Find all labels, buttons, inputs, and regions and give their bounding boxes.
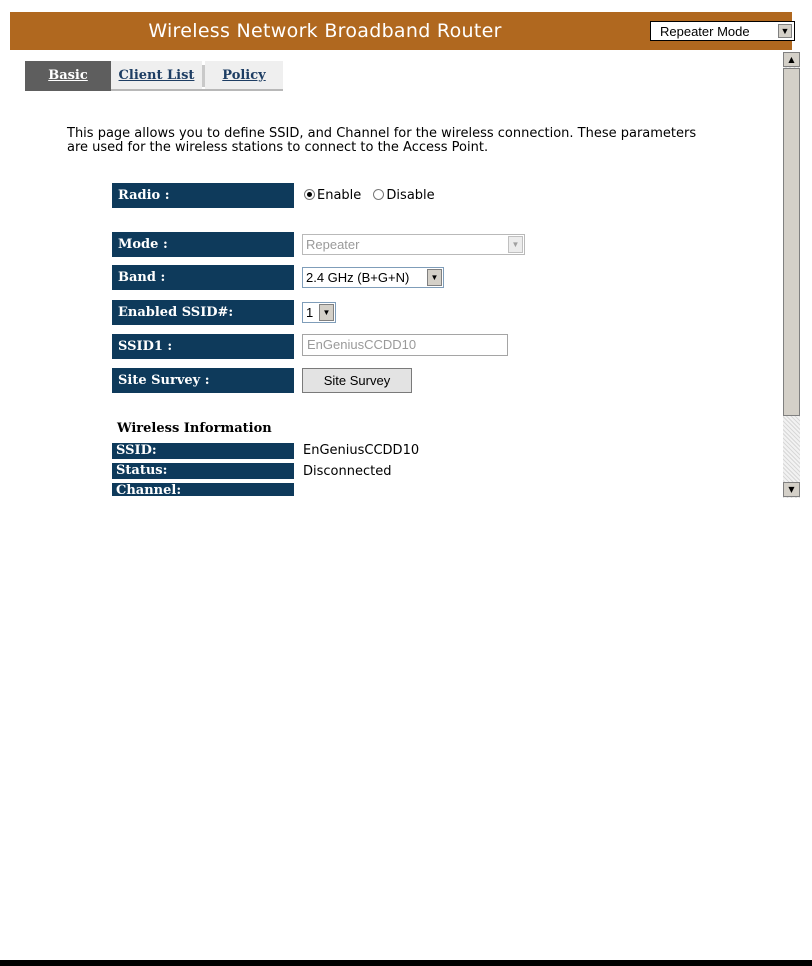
tab-client-list[interactable]: Client List xyxy=(111,61,202,91)
page-title: Wireless Network Broadband Router xyxy=(148,20,502,42)
scroll-down-button[interactable]: ▼ xyxy=(783,482,800,497)
info-ssid-label: SSID: xyxy=(112,443,294,459)
enabled-ssid-value: 1 xyxy=(306,305,314,320)
radio-disable-label: Disable xyxy=(386,188,435,203)
enabled-ssid-label: Enabled SSID#: xyxy=(112,300,294,325)
mode-select[interactable] xyxy=(650,21,795,41)
bottom-border xyxy=(0,960,812,966)
ssid1-input[interactable]: EnGeniusCCDD10 xyxy=(302,334,508,356)
page-description: This page allows you to define SSID, and Channel for the wireless connection. These parameters are used for the wireless stations to connect to the Access Point. xyxy=(67,126,697,155)
band-value: 2.4 GHz (B+G+N) xyxy=(306,270,410,285)
band-dropdown[interactable] xyxy=(302,267,444,288)
chevron-down-icon: ▼ xyxy=(508,236,523,253)
chevron-down-icon[interactable]: ▼ xyxy=(319,304,334,321)
site-survey-button[interactable]: Site Survey xyxy=(302,368,412,393)
mode-value: Repeater xyxy=(306,237,360,252)
enabled-ssid-dropdown[interactable] xyxy=(302,302,336,323)
band-label: Band : xyxy=(112,265,294,290)
info-ssid-value: EnGeniusCCDD10 xyxy=(303,443,420,458)
tab-policy[interactable]: Policy xyxy=(205,61,283,91)
scrollbar-thumb[interactable] xyxy=(783,68,800,416)
tab-basic[interactable]: Basic xyxy=(25,61,111,91)
scroll-up-button[interactable]: ▲ xyxy=(783,52,800,67)
mode-dropdown[interactable] xyxy=(302,234,525,255)
wireless-info-title: Wireless Information xyxy=(117,421,272,436)
info-status-value: Disconnected xyxy=(303,464,392,479)
tab-underline xyxy=(111,89,283,91)
title-bar xyxy=(10,12,792,50)
chevron-down-icon[interactable]: ▼ xyxy=(778,24,792,38)
site-survey-label: Site Survey : xyxy=(112,368,294,393)
radio-disable[interactable] xyxy=(373,189,384,200)
radio-enable-label: Enable xyxy=(317,188,362,203)
mode-label: Mode : xyxy=(112,232,294,257)
ssid1-label: SSID1 : xyxy=(112,334,294,359)
info-status-label: Status: xyxy=(112,463,294,479)
radio-label: Radio : xyxy=(112,183,294,208)
radio-enable[interactable] xyxy=(304,189,315,200)
radio-group xyxy=(304,188,435,203)
mode-select-value: Repeater Mode xyxy=(660,24,750,39)
info-channel-label: Channel: xyxy=(112,483,294,496)
chevron-down-icon[interactable]: ▼ xyxy=(427,269,442,286)
